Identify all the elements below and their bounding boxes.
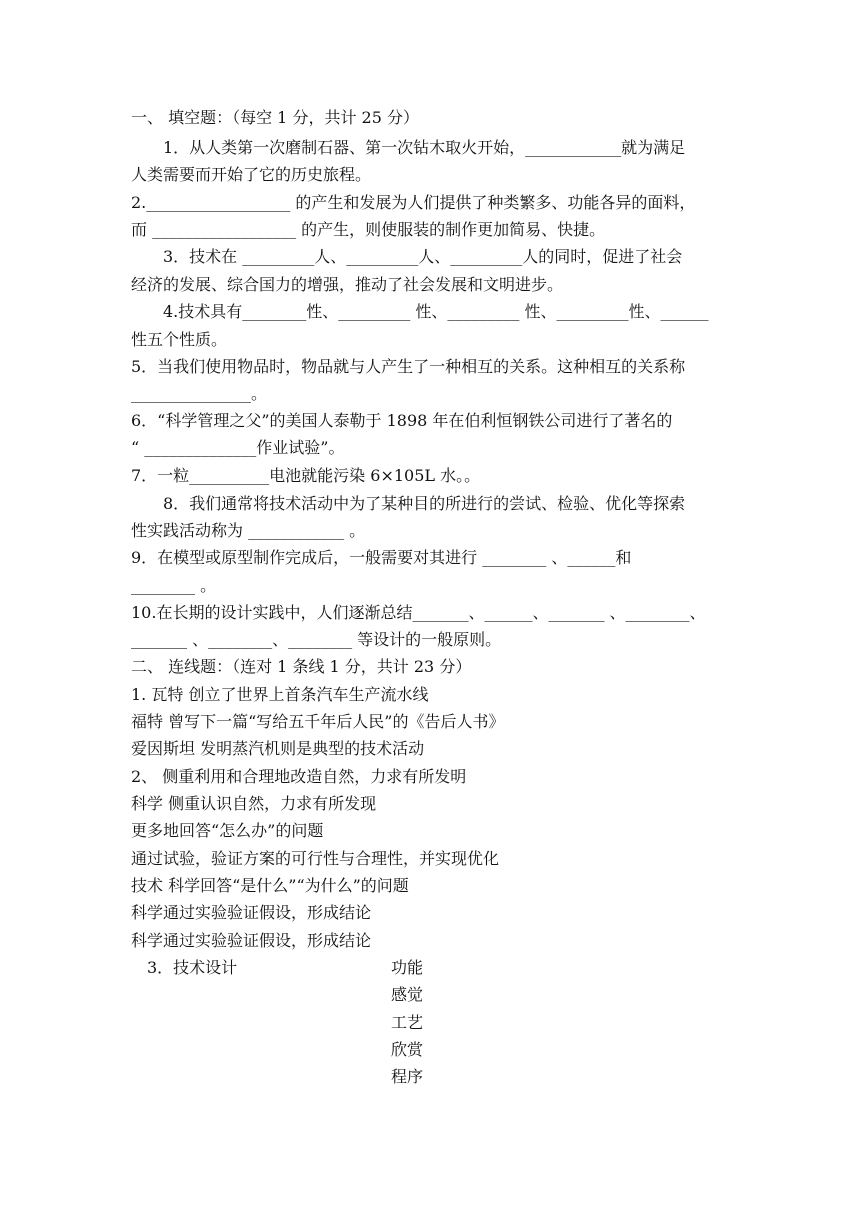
- q5-line1: 5．当我们使用物品时，物品就与人产生了一种相互的关系。这种相互的关系称: [131, 357, 686, 376]
- q3-option: 功能: [391, 958, 424, 977]
- q3-option: 感觉: [391, 985, 424, 1004]
- q2-line1: 2.__________________ 的产生和发展为人们提供了种类繁多、功能各异的面料，: [131, 193, 696, 212]
- q3-option: 程序: [391, 1067, 424, 1086]
- match-line: 更多地回答“怎么办”的问题: [131, 821, 324, 840]
- match-line: 1. 瓦特 创立了世界上首条汽车生产流水线: [131, 685, 429, 704]
- match-line: 技术 科学回答“是什么”“为什么”的问题: [131, 876, 409, 895]
- section1-heading: 一、 填空题：（每空 1 分，共计 25 分）: [131, 108, 419, 127]
- q8-line1: 8．我们通常将技术活动中为了某种目的所进行的尝试、检验、优化等探索: [163, 494, 686, 513]
- q1-line1: 1．从人类第一次磨制石器、第一次钻木取火开始，____________就为满足: [163, 138, 686, 157]
- q9-line2: ________ 。: [131, 576, 217, 595]
- q10-line1: 10.在长期的设计实践中，人们逐渐总结_______、______、_______ 、________、: [131, 603, 706, 622]
- q5-line2: _______________。: [131, 384, 268, 403]
- q3-option: 欣赏: [391, 1040, 424, 1059]
- q9-line1: 9．在模型或原型制作完成后，一般需要对其进行 ________ 、______和: [131, 548, 632, 567]
- q10-line2: _______ 、________、________ 等设计的一般原则。: [131, 630, 502, 649]
- q6-line1: 6．“科学管理之父”的美国人泰勒于 1898 年在伯利恒钢铁公司进行了著名的: [131, 411, 673, 430]
- q3-line2: 经济的发展、综合国力的增强，推动了社会发展和文明进步。: [131, 275, 564, 294]
- q1-line2: 人类需要而开始了它的历史旅程。: [131, 165, 372, 184]
- section2-heading: 二、 连线题：（连对 1 条线 1 分，共计 23 分）: [131, 657, 472, 676]
- match-line: 科学通过实验验证假设，形成结论: [131, 931, 372, 950]
- q8-line2: 性实践活动称为 ____________ 。: [131, 521, 366, 540]
- match-line: 科学 侧重认识自然，力求有所发现: [131, 794, 377, 813]
- q2-line2: 而 __________________ 的产生，则使服装的制作更加简易、快捷。: [131, 220, 606, 239]
- match-line: 福特 曾写下一篇“写给五千年后人民”的《告后人书》: [131, 712, 505, 731]
- match-line: 2、 侧重利用和合理地改造自然，力求有所发明: [131, 767, 467, 786]
- q7-line: 7．一粒__________电池就能污染 6×105L 水。。: [131, 466, 481, 485]
- q6-line2: “ ______________作业试验”。: [131, 438, 345, 457]
- q4-line2: 性五个性质。: [131, 330, 228, 349]
- match-line: 科学通过实验验证假设，形成结论: [131, 903, 372, 922]
- q3-line1: 3．技术在 _________人、_________人、_________人的同时，促进了社会: [163, 247, 683, 266]
- match-line: 通过试验，验证方案的可行性与合理性，并实现优化: [131, 849, 500, 868]
- match-line: 爱因斯坦 发明蒸汽机则是典型的技术活动: [131, 739, 425, 758]
- q3-tech-design-label: 3．技术设计: [147, 958, 238, 977]
- q4-line1: 4.技术具有________性、_________ 性、_________ 性、_________性、______: [163, 302, 709, 321]
- q3-option: 工艺: [391, 1013, 424, 1032]
